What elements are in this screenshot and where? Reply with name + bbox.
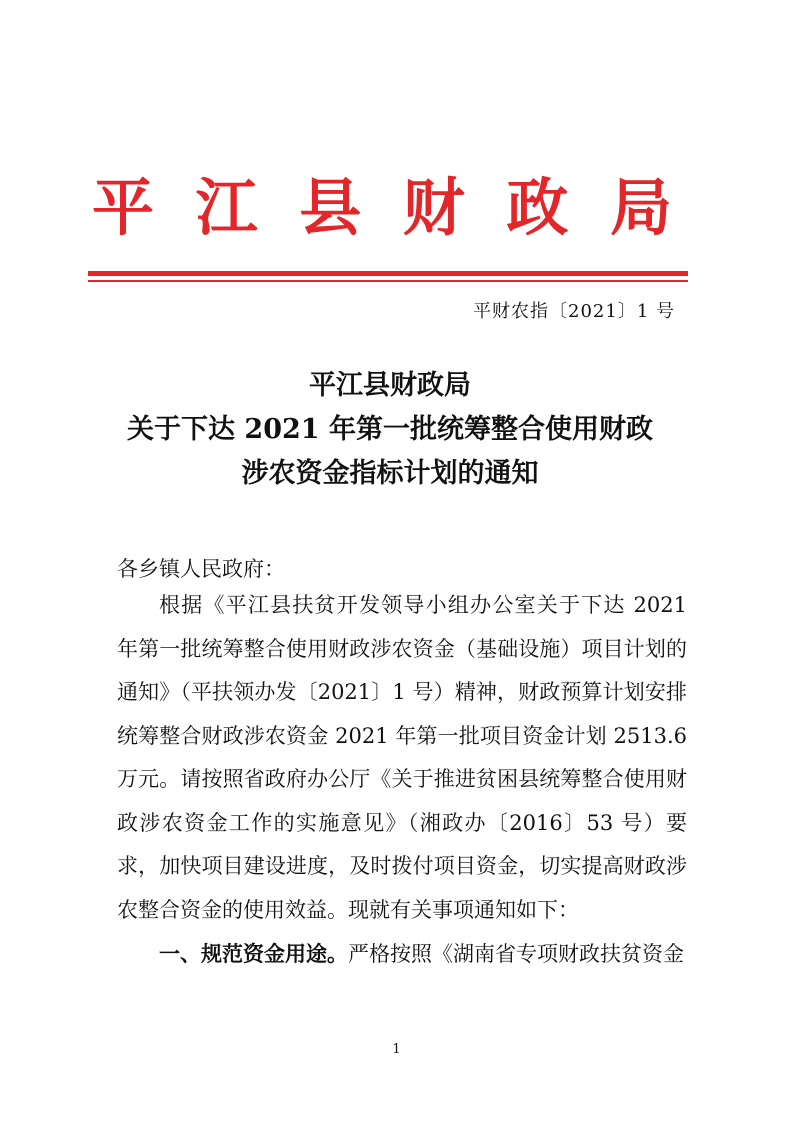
title-line-1: 平江县财政局 [309, 370, 471, 401]
section-text: 严格按照《湖南省专项财政扶贫资金 [348, 942, 684, 966]
header-divider-thin [88, 280, 688, 282]
issuing-authority-header [92, 160, 672, 256]
header-char: 财 [402, 171, 465, 244]
header-divider-thick [88, 271, 688, 276]
section-paragraph [117, 932, 687, 977]
title-line-2: 关于下达 2021 年第一批统筹整合使用财政 [127, 414, 653, 445]
header-char: 江 [195, 171, 258, 244]
title-line-3: 涉农资金指标计划的通知 [241, 458, 539, 489]
header-char: 政 [506, 171, 569, 244]
document-number: 平财农指〔2021〕1 号 [473, 301, 675, 322]
header-char: 局 [609, 171, 672, 244]
section-heading: 一、规范资金用途。 [159, 941, 348, 966]
document-body [117, 584, 687, 977]
paragraph: 根据《平江县扶贫开发领导小组办公室关于下达 2021 年第一批统筹整合使用财政涉农资金（基础设施）项目计划的通知》（平扶领办发〔2021〕1 号）精神，财政预算计划安排统筹整合财政涉农资金 2021 年第一批项目资金计划 2513.6 万元。请按照省政府办公厅《关于推进贫困县统筹整合使用财政涉农资金工作的实施意见》（湘政办〔2016〕53 号）要求，加快项目建设进度，及时拨付项目资金，切实提高财政涉农整合资金的使用效益。现就有关事项通知如下： [117, 593, 687, 922]
header-char: 平 [92, 171, 155, 244]
page-number: 1 [392, 1042, 401, 1057]
salutation: 各乡镇人民政府： [117, 557, 285, 581]
document-title [90, 364, 690, 496]
header-char: 县 [299, 171, 362, 244]
